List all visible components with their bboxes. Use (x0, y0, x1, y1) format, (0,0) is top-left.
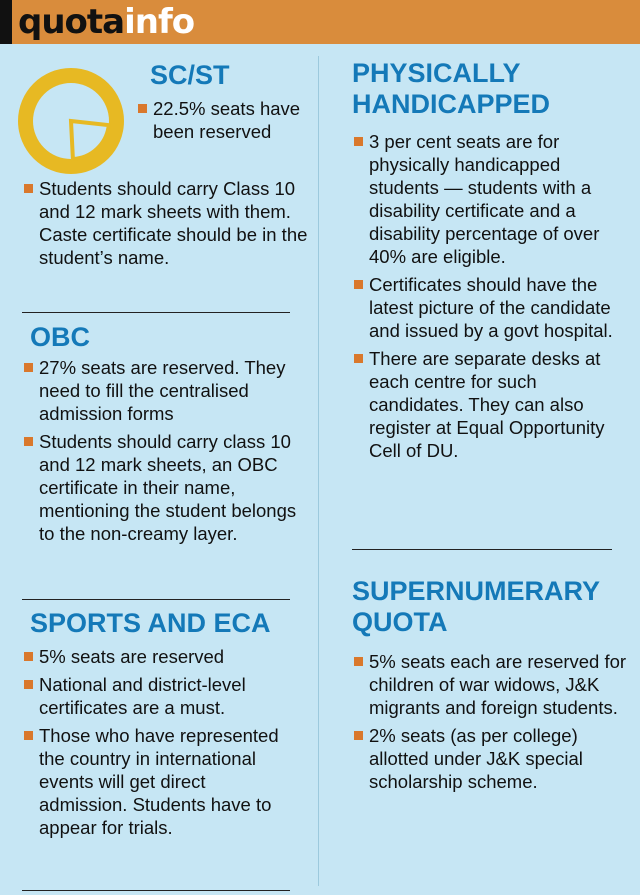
brand-info: info (124, 2, 195, 42)
super-heading-line2: QUOTA (352, 607, 448, 637)
scst-heading: SC/ST (150, 60, 230, 90)
super-section (352, 576, 632, 638)
rule-scst (22, 312, 290, 313)
header-bar (0, 0, 640, 44)
list-item: 27% seats are reserved. They need to fill the centralised admission forms (22, 356, 307, 425)
brand-bar (0, 0, 12, 44)
ph-list (352, 130, 627, 467)
list-item: There are separate desks at each centre for such candidates. They can also register at Equal Opportunity Cell of DU. (352, 347, 627, 462)
super-list (352, 650, 627, 798)
scst-list (22, 177, 312, 274)
sports-list (22, 645, 292, 844)
ph-heading-line2: HANDICAPPED (352, 89, 551, 119)
brand-quota: quota (18, 2, 125, 42)
list-item: Those who have represented the country in international events will get direct admission. Students have to appear for trials. (22, 724, 292, 839)
rule-obc (22, 599, 290, 600)
rule-ph (352, 549, 612, 550)
obc-list (22, 356, 307, 550)
list-item: Students should carry Class 10 and 12 mark sheets with them. Caste certificate should be in the student’s name. (22, 177, 312, 269)
list-item: 22.5% seats have been reserved (136, 97, 311, 143)
scst-list-top (136, 97, 311, 148)
list-item: 2% seats (as per college) allotted under J&K special scholarship scheme. (352, 724, 627, 793)
list-item: 5% seats each are reserved for children of war widows, J&K migrants and foreign students. (352, 650, 627, 719)
brand-logo (0, 0, 194, 44)
sports-heading: SPORTS AND ECA (30, 608, 271, 638)
scst-top (150, 60, 310, 91)
list-item: 5% seats are reserved (22, 645, 292, 668)
list-item: National and district-level certificates are a must. (22, 673, 292, 719)
list-item: Certificates should have the latest picture of the candidate and issued by a govt hospital. (352, 273, 627, 342)
scst-pie-chart (8, 58, 134, 184)
ph-heading-line1: PHYSICALLY (352, 58, 521, 88)
super-heading-line1: SUPERNUMERARY (352, 576, 601, 606)
obc-section (30, 322, 310, 353)
list-item: 3 per cent seats are for physically handicapped students — students with a disability certificate and a disability percentage of over 40% are eligible. (352, 130, 627, 268)
sports-section (30, 608, 310, 639)
ph-section (352, 58, 632, 120)
column-divider (318, 56, 319, 886)
obc-heading: OBC (30, 322, 90, 352)
rule-sports (22, 890, 290, 891)
list-item: Students should carry class 10 and 12 mark sheets, an OBC certificate in their name, mentioning the student belongs to the non-creamy layer. (22, 430, 307, 545)
